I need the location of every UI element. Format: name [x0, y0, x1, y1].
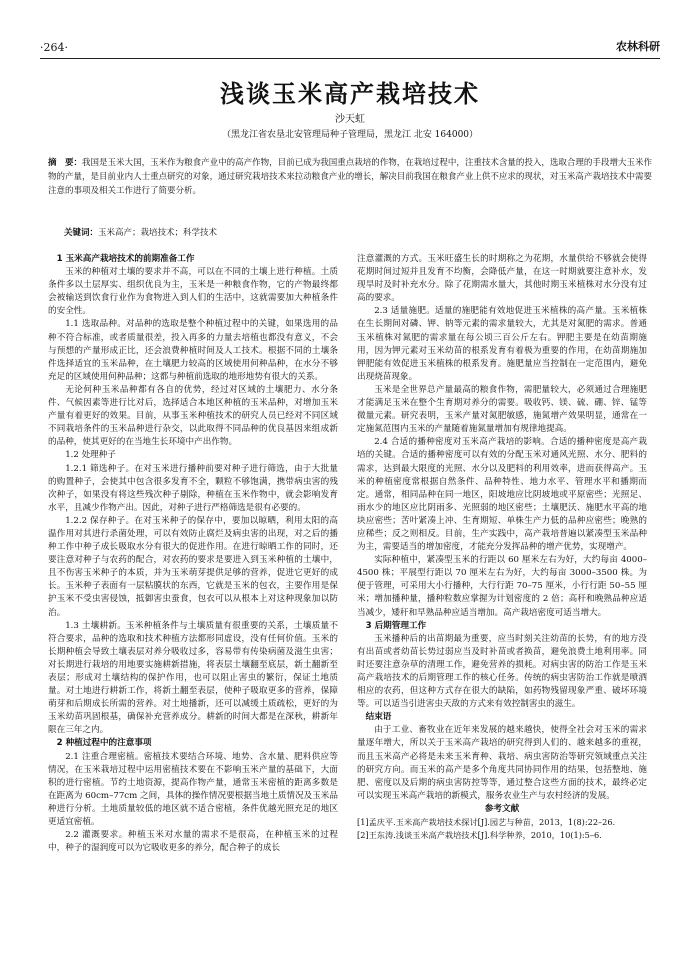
keywords [64, 226, 652, 240]
paragraph: 注意灌溉的方式。玉米旺盛生长的时期称之为花期，水量供给不够就会使得花期时间过短并且发育不均衡，会降低产量，在这一时期就要注意补水，发现旱时及时补充水分。除了花期需水量大，其他时期玉米植株对水分没有过高的要求。 [357, 254, 647, 304]
section-heading: 2 种植过程中的注意事项 [56, 738, 152, 749]
paragraph: 1.2.2 保存种子。在对玉米种子的保存中，要加以晾晒，利用太阳的高温作用对其进行杀菌处理，可以有效防止腐烂及病虫害的出现，对之后的播种工作中种子成长吸取水分有很大的促进作用。在进行晾晒工作的同时，还要注意对种子与农药的配合，对农药的要求是要进入到玉米种植的土壤中，且不伤害玉米种子的本质，并为玉米萌芽提供足够的营养，促进它更好的成长。玉米种子表面有一层粘膜状的东西，它就是玉米的包衣，主要作用是保护玉米不受虫害侵蚀，抵御害虫蚕食，包衣可以从根本上对这种现象加以防治。 [48, 515, 338, 618]
paragraph: 玉米是全世界总产量最高的粮食作物，需肥量较大，必须通过合理施肥才能满足玉米在整个生育期对养分的需要。吸收钙、镁、硫、硼、锌、锰等微量元素。研究表明，玉米产量对氮肥敏感，施氮增产效果明显，通常在一定施氮范围内玉米的产量随着施氮量增加有规律地提高。 [357, 384, 647, 435]
author: 沙天虹 [335, 114, 365, 125]
right-column [357, 253, 647, 842]
paragraph: 实际种植中，紧凑型玉米的行距以 60 厘米左右为好，大约每亩 4000–4500 株；平展型行距以 70 厘米左右为好，大约每亩 3000–3500 株。为便于管理，可采用大小行播种，大行行距 70–75 厘米，小行行距 50–55 厘米；增加播种量，播种粒数应掌握为计划密度的 2 倍；高秆和晚熟品种应适当减少，矮秆和早熟品种应适当增加。高产栽培密度可适当增大。 [357, 555, 647, 618]
paragraph: 由于工业、畜牧业在近年来发展的越来越快，使得全社会对玉米的需求量逐年增大，所以关于玉米高产栽培的研究得到人们的、越来越多的重视，而且玉米高产必将是未来玉米育种、栽培、病虫害防治等研究领域重点关注的研究方向。而玉米的高产是多个角度共同协同作用的结果，包括整地、施肥、密度以及后期的病虫害防控等等，通过整合这些方面的技术，最终必定可以实现玉米高产栽培的新模式，服务农业生产与农村经济的发展。 [357, 725, 647, 801]
references-heading: 参考文献 [484, 803, 520, 814]
page-header [40, 36, 660, 54]
paragraph: 2.1 注重合理密植。密植技术要结合环境、地势、含水量、肥料供应等情况，在玉米栽培过程中运用密植技术要在不影响玉米产量的基础下，大面积的进行密植。节约土地资源，提高作物产量，通常玉米密植的距离多数是在距离为 60cm–77cm 之间，具体的操作情况要根据当地土质情况及玉米品种进行分析。土地质量较低的地区就不适合密植，条件优越光照充足的地区更适宜密植。 [48, 751, 338, 828]
section-heading: 3 后期管理工作 [365, 620, 427, 631]
keywords-text: 玉米高产；栽培技术；科学技术 [98, 228, 218, 238]
left-column [48, 253, 338, 855]
page-number: ·264· [40, 41, 68, 54]
abstract-label: 摘 要： [48, 158, 83, 168]
paragraph: 2.2 灌溉要求。种植玉米对水量的需求不是很高，在种植玉米的过程中，种子的湿润度可以为它吸收更多的养分，配合种子的成长 [48, 830, 338, 854]
reference-item: [2]王东涛.浅谈玉米高产栽培技术[J].科学种养，2010，10(1):5–6. [357, 830, 602, 841]
abstract-text: 我国是玉米大国，玉米作为粮食产业中的高产作物，目前已成为我国重点栽培的作物，在栽培过程中，注重技术含量的投入，选取合理的手段增大玉米作物的产量，是目前业内人士重点研究的对象，通过研究栽培技术来拉动粮食产业的增长，解决目前我国在粮食产业上供不应求的现状，对玉米高产栽培技术中需要注意的事项及相关工作进行了简要分析。 [48, 158, 652, 196]
section-heading: 结束语 [365, 712, 392, 723]
abstract [48, 156, 652, 198]
paragraph: 1.2.1 筛选种子。在对玉米进行播种前要对种子进行筛选，由于大批量的购置种子，会使其中包含很多发育不全，颗粒不够饱满，携带病虫害的残次种子，如果没有将这些残次种子剔除，种植在玉米作物中，就会影响发育水平，且减少作物产出。因此，对种子进行严格筛选是很有必要的。 [48, 463, 338, 513]
keywords-label: 关键词： [64, 228, 99, 238]
paragraph: 无论何种玉米品种都有各自的优势，经过对区域的土壤肥力、水分条件、气候因素等进行比对后，选择适合本地区种植的玉米品种，对增加玉米产量有着更好的效果。目前，从事玉米种植技术的研究人员已经对不同区域不同栽培条件的玉米品种进行杂交，以此取得不同品种的优良基因来组成新的品种，使其更好的在当地生长环境中产出作物。 [48, 384, 338, 448]
paragraph: 1.2 处理种子 [65, 450, 116, 461]
paragraph: 玉米播种后的出苗期最为重要，应当时刻关注幼苗的长势，有的地方没有出苗或者幼苗长势过弱应当及时补苗或者换苗，避免浪费土地利用率。同时还要注意杂草的清理工作，避免营养的损耗。对病虫害的防治工作是玉米高产栽培技术的后期管理工作的核心任务。传统的病虫害防治工作就是喷洒相应的农药，但这种方式存在很大的缺陷，如药物残留现象严重、破坏环境等。可以适当引进害虫天敌的方式来有效控制害虫的滋生。 [357, 633, 647, 710]
reference-item: [1]孟庆平.玉米高产栽培技术探讨[J].园艺与种苗，2013，1(8):22–26. [357, 817, 616, 828]
section-heading: 1 玉米高产栽培技术的前期准备工作 [56, 254, 195, 264]
paragraph: 2.3 适量施肥。适量的施肥能有效地促进玉米植株的高产量。玉米植株在生长期间对磷、钾、钠等元素的需求量较大，尤其是对氮肥的需求。普通玉米植株对氮肥的需求量在每公顷三百公斤左右。钾肥主要是在幼苗期施用，因为钾元素对玉米幼苗的根系发育有着极为重要的作用，在幼苗期施加钾肥能有效促进玉米植株的根系发育。施肥量应当控制在一定范围内，避免出现烧苗现象。 [357, 306, 647, 382]
journal-name: 农林科研 [616, 40, 660, 53]
header-rule [40, 58, 660, 59]
paragraph: 1.1 选取品种。对品种的选取是整个种植过程中的关键，如果选用的品种不符合标准，或者质量很差，投入再多的力量去培植也都没有意义，不会与预想的产量形成正比，还会浪费种植时间及人工技术。根据不同的土壤条件选择适宜的玉米品种，在土壤肥力较高的区域使用何种品种，在水分不够充足的区域使用何种品种；这都与种植前选取的地形地势有很大的关系。 [48, 319, 338, 382]
paragraph: 2.4 合适的播种密度对玉米高产栽培的影响。合适的播种密度是高产栽培的关键。合适的播种密度可以有效的分配玉米对通风光照、水分、肥料的需求，达到最大限度的光照、水分以及肥料的利用效率，进而获得高产。玉米的种植密度常根据自然条件、品种特性、地力水平、管理水平和播期而定。通常，相同品种在同一地区，阳坡地应比阴坡地或平原密些；光照足、雨水少的地区应比阴雨多、光照弱的地区密些；土壤肥沃、施肥水平高的地块应密些；苦叶紧凑上冲、生育期短、单株生产力低的品种应密些；晚熟的应稀些；反之则相反。目前，生产实践中，高产栽培普遍以紧凑型玉米品种为主，需要适当的增加密度，才能充分发挥品种的增产优势，实现增产。 [357, 437, 647, 553]
paragraph: 1.3 土壤耕新。玉米种植条件与土壤质量有很重要的关系，土壤质量不符合要求，品种的选取和技术种植方法都形同虚设，没有任何价值。玉米的长期种植会导致土壤表层对养分吸收过多，容易带有传染病菌及滋生虫害；对长期进行栽培的用地要实施耕新措施，将表层土壤翻至底层，新土翻新至表层；形成对土壤结构的保护作用，也可以阻止害虫的繁衍，保证土地质量。对土地进行耕新工作，将新土翻至表层，使种子吸取更多的营养，保障萌芽和后期成长所需的营养。对土地播新，还可以减缓土质疏松，更好的为玉米幼苗巩固根基，确保补充营养成分。耕新的时间大都是在深秋，耕新年限在三年之内。 [48, 620, 338, 736]
article-title: 浅谈玉米高产栽培技术 [220, 79, 480, 108]
affiliation: （黑龙江省农垦北安管理局种子管理局，黑龙江 北安 164000） [221, 130, 479, 140]
paragraph: 玉米的种植对土壤的要求并不高，可以在不同的土壤上进行种植。土质条件多以土层厚实、组织优良为主，玉米是一种粮食作物，它的产物最终都会被输送到饮食行业作为食物进入到人们的生活中，这就需要加大种植条件的安全性。 [48, 267, 338, 317]
